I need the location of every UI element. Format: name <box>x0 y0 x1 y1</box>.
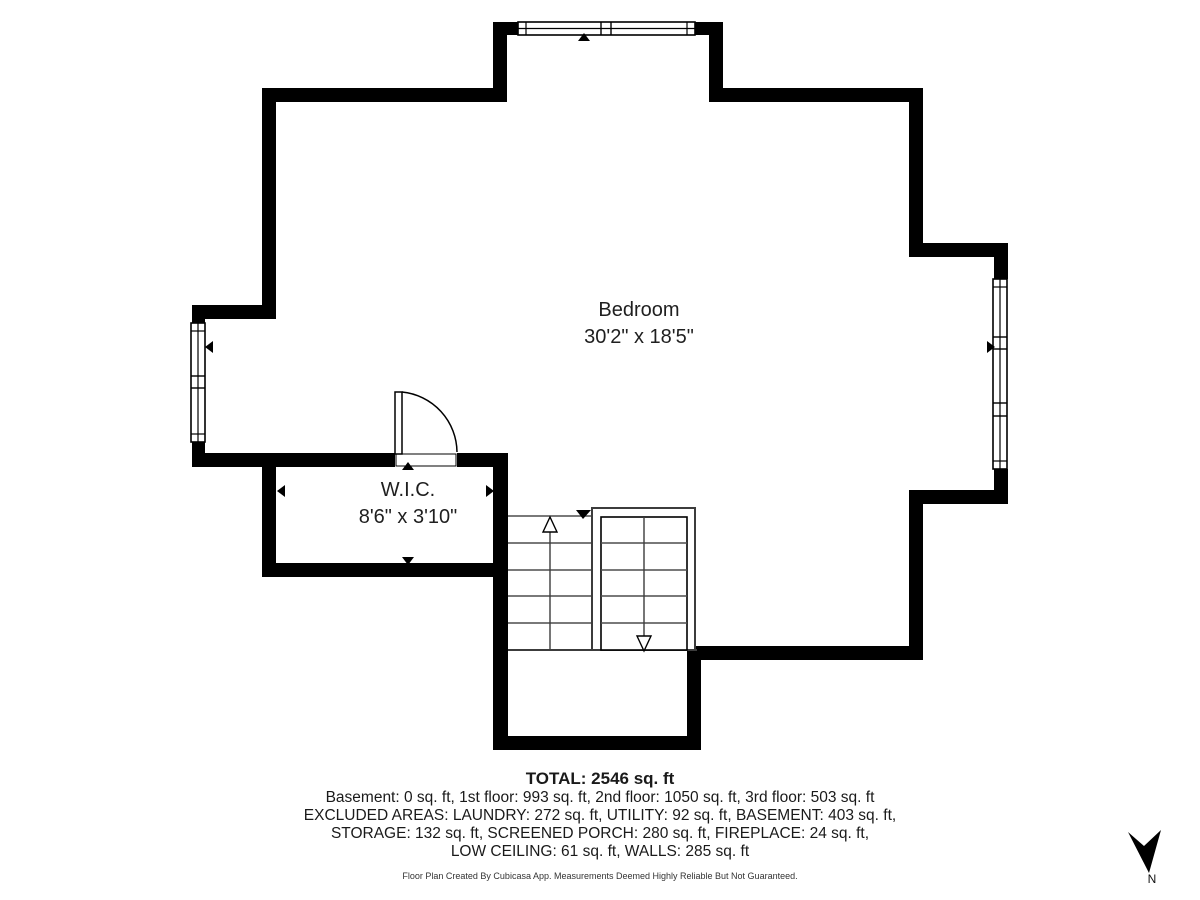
door-leaf <box>395 392 402 454</box>
staircase-down <box>592 508 695 651</box>
wall-segment <box>909 490 1008 504</box>
wall-segment <box>262 563 508 577</box>
room-label-bedroom <box>584 297 694 351</box>
window-right <box>993 279 1007 469</box>
wall-segment <box>493 22 520 35</box>
wall-segment <box>909 490 923 660</box>
door <box>395 392 457 466</box>
wall-segment <box>262 88 507 102</box>
disclaimer-text: Floor Plan Created By Cubicasa App. Measurements Deemed Highly Reliable But Not Guaranteed. <box>402 871 798 881</box>
window-left <box>191 323 205 442</box>
wall-segment <box>994 243 1008 279</box>
room-label-wic <box>359 477 458 531</box>
wall-segment <box>262 453 276 577</box>
wall-segment <box>192 441 205 467</box>
room-dimensions: 8'6" x 3'10" <box>358 506 458 528</box>
wall-segment <box>493 736 701 750</box>
wall-segment <box>909 88 923 257</box>
wall-segment <box>192 453 395 467</box>
excluded-areas-line2: STORAGE: 132 sq. ft, SCREENED PORCH: 280 sq. ft, FIREPLACE: 24 sq. ft, <box>330 825 870 842</box>
wall-segment <box>262 88 276 319</box>
door-swing-arc <box>402 392 457 452</box>
wall-segment <box>493 453 508 750</box>
door-threshold <box>396 454 456 466</box>
marker-arrow-left <box>277 485 285 497</box>
excluded-areas-line1: EXCLUDED AREAS: LAUNDRY: 272 sq. ft, UTILITY: 92 sq. ft, BASEMENT: 403 sq. ft, <box>303 807 897 824</box>
excluded-areas-line3: LOW CEILING: 61 sq. ft, WALLS: 285 sq. ft <box>450 843 750 860</box>
wall-segment <box>709 88 923 102</box>
wall-segment <box>909 243 1008 257</box>
room-name: W.I.C. <box>380 479 436 501</box>
room-name: Bedroom <box>598 299 680 321</box>
wall-segment <box>687 646 701 750</box>
stairs <box>508 508 697 651</box>
stairs-up-arrow <box>543 517 557 532</box>
marker-arrow-left <box>205 341 213 353</box>
room-dimensions: 30'2" x 18'5" <box>584 326 694 348</box>
north-label: N <box>1147 872 1157 886</box>
marker-arrow-right <box>486 485 494 497</box>
total-area: TOTAL: 2546 sq. ft <box>525 769 675 788</box>
window-top <box>518 22 695 35</box>
floor-areas: Basement: 0 sq. ft, 1st floor: 993 sq. ft, 2nd floor: 1050 sq. ft, 3rd floor: 503 sq. ft <box>325 789 875 806</box>
area-summary <box>0 769 1200 861</box>
stair-top-marker <box>576 510 591 519</box>
wall-segment <box>457 453 493 467</box>
wall-segment <box>192 305 205 325</box>
wall-segment <box>687 646 923 660</box>
